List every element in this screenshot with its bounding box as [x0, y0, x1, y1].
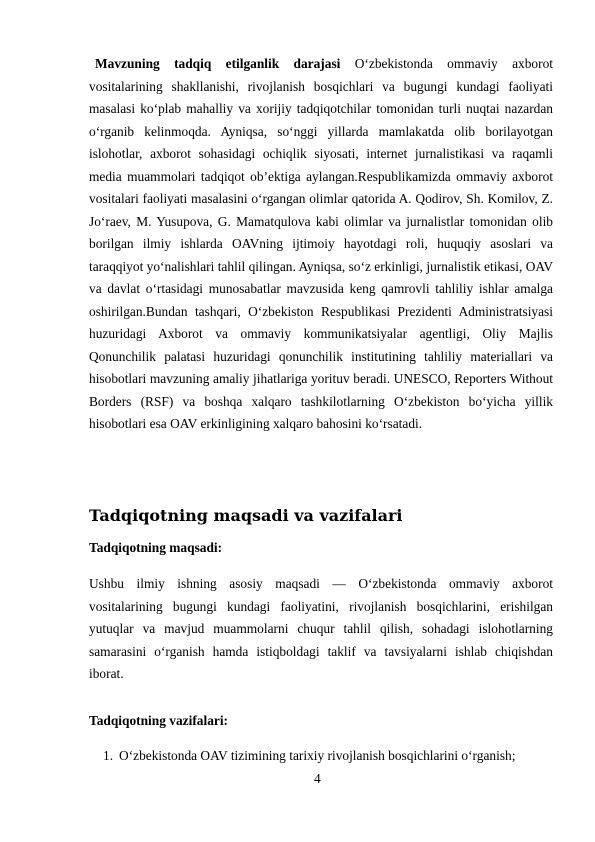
section-heading: Tadqiqotning maqsadi va vazifalari: [89, 506, 403, 525]
list-item-text: O‘zbekistonda OAV tizimining tarixiy rivojlanish bosqichlarini o‘rganish;: [119, 748, 516, 763]
intro-paragraph: [89, 53, 553, 436]
list-item-number: 1.: [103, 748, 114, 763]
intro-text: O‘zbekistonda ommaviy axborot vositalarining shakllanishi, rivojlanish bosqichlari va bugungi kundagi faoliyati masalasi ko‘plab mahalliy va xorijiy tadqiqotchilar tomonidan turli nuqtai nazardan o‘rganib kelinmoqda. Ayniqsa, so‘nggi yillarda mamlakatda olib borilayotgan islohotlar, axborot sohasidagi ochiqlik siyosati, internet jurnalistikasi va raqamli media muammolari tadqiqot ob’ektiga aylangan.Respublikamizda ommaviy axborot vositalari faoliyati masalasini o‘rgangan olimlar qatorida A. Qodirov, Sh. Komilov, Z. Jo‘raev, M. Yusupova, G. Mamatqulova kabi olimlar va jurnalistlar tomonidan olib borilgan ilmiy ishlarda OAVning ijtimoiy hayotdagi roli, huquqiy asoslari va taraqqiyot yo‘nalishlari tahlil qilingan. Ayniqsa, so‘z erkinligi, jurnalistik etikasi, OAV va davlat o‘rtasidagi munosabatlar mavzusida keng qamrovli tahliliy ishlar amalga oshirilgan.Bundan tashqari, O‘zbekiston Respublikasi Prezidenti Administratsiyasi huzuridagi Axborot va ommaviy kommunikatsiyalar agentligi, Oliy Majlis Qonunchilik palatasi huzuridagi qonunchilik institutining tahliliy materiallari va hisobotlari mavzuning amaliy jihatlariga yorituv beradi. UNESCO, Reporters Without Borders (RSF) va boshqa xalqaro tashkilotlarning O‘zbekiston bo‘yicha yillik hisobotlari esa OAV erkinligining xalqaro bahosini ko‘rsatadi.: [89, 56, 553, 431]
aim-paragraph: Ushbu ilmiy ishning asosiy maqsadi — O‘zbekistonda ommaviy axborot vositalarining bugungi kundagi faoliyatini, rivojlanish bosqichlarini, erishilgan yutuqlar va mavjud muammolarni chuqur tahlil qilish, sohadagi islohotlarning samarasini o‘rganish hamda istiqboldagi taklif va tavsiyalarni ishlab chiqishdan iborat.: [89, 576, 553, 681]
tasks-list: [103, 748, 515, 764]
page-number: 4: [314, 771, 321, 786]
list-item: [103, 748, 515, 764]
aim-heading: Tadqiqotning maqsadi:: [89, 540, 223, 555]
intro-lead: Mavzuning tadqiq etilganlik darajasi: [95, 56, 341, 71]
tasks-heading: Tadqiqotning vazifalari:: [89, 713, 229, 728]
